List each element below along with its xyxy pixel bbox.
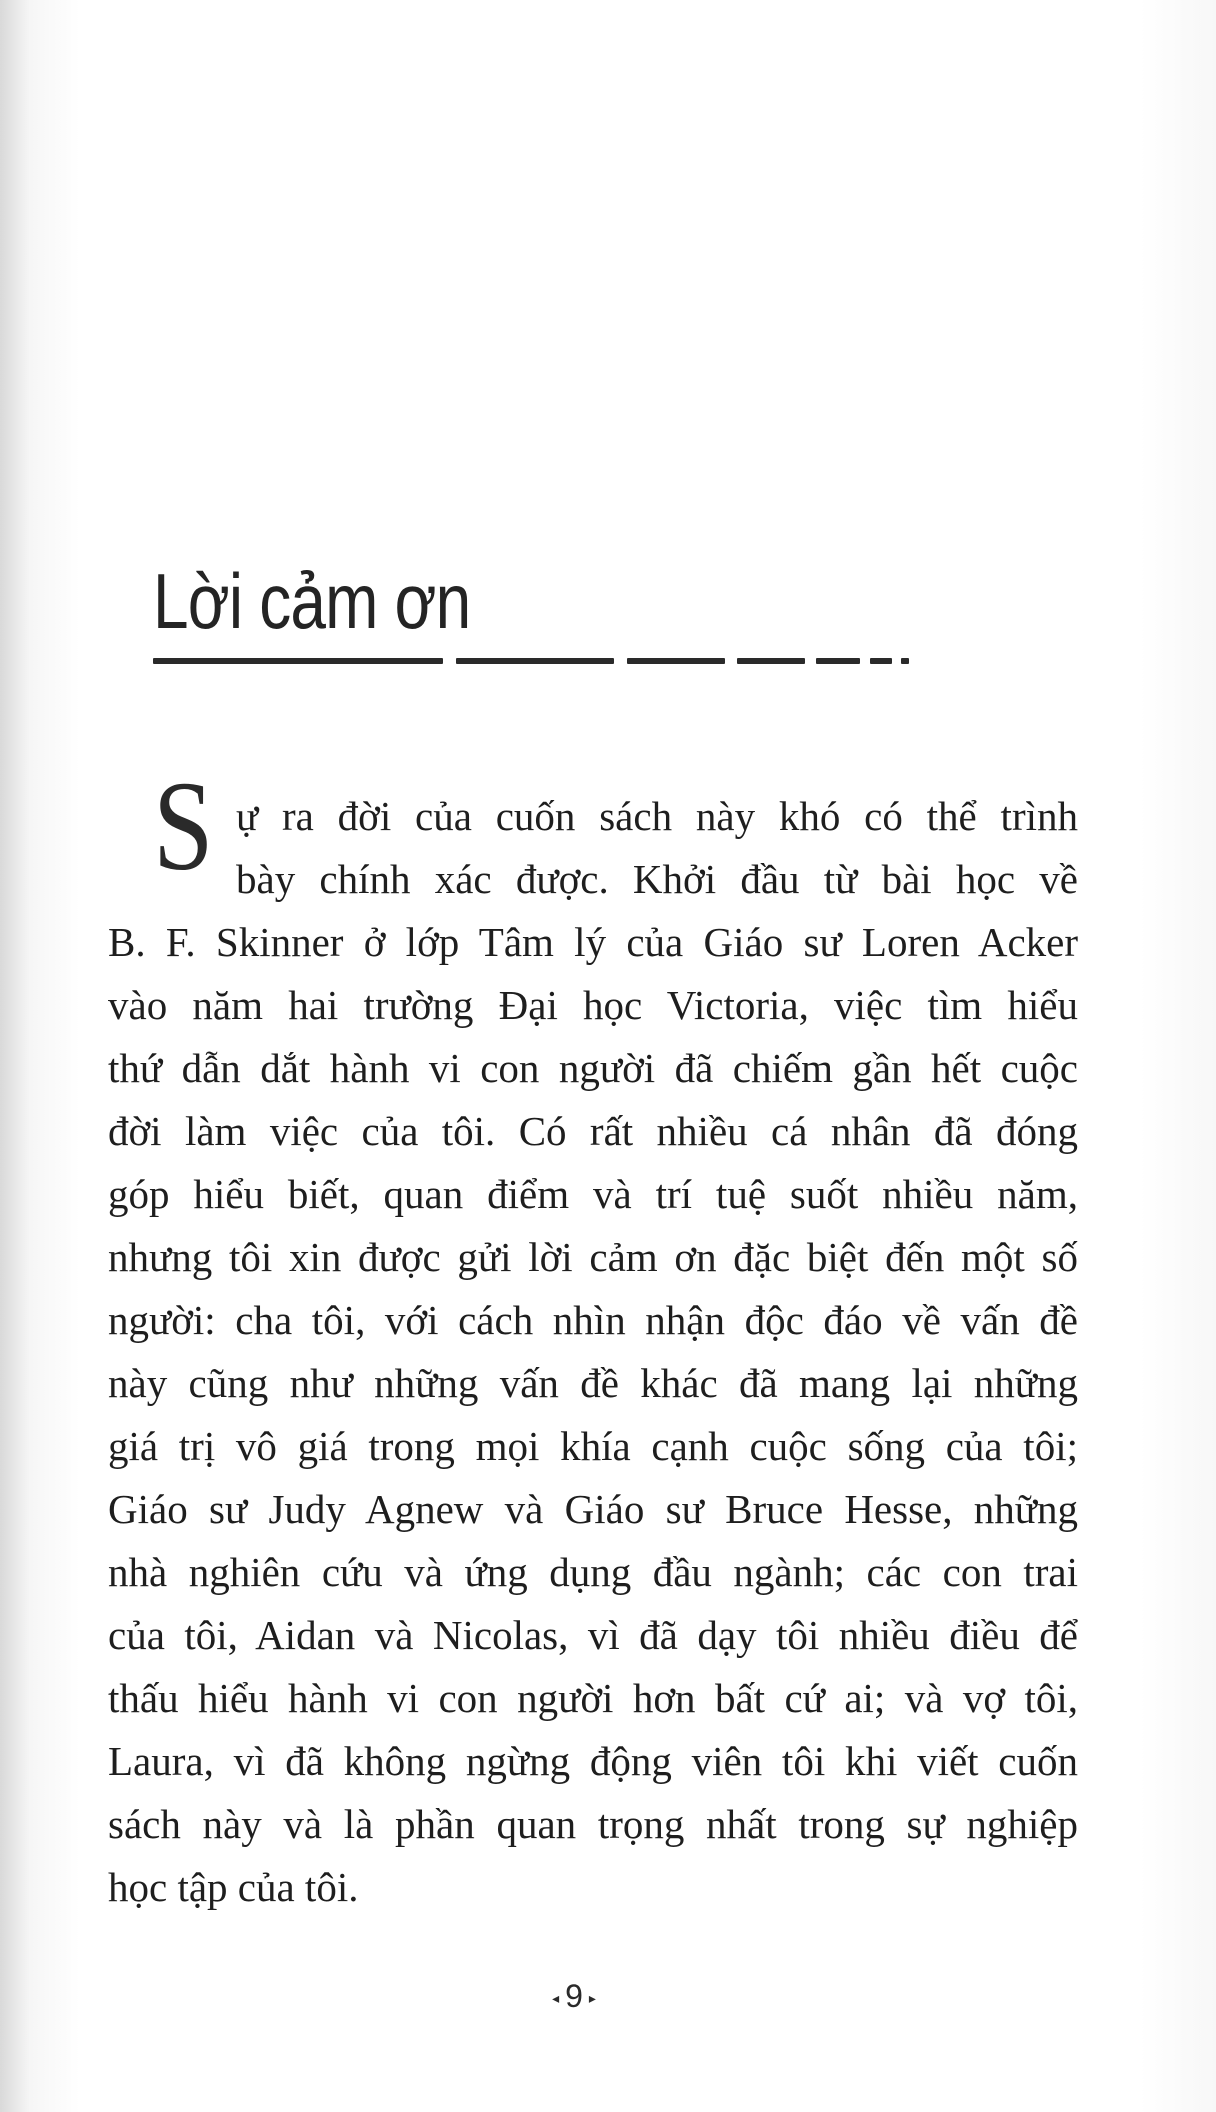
paragraph-line: đời làm việc của tôi. Có rất nhiều cá nhân đã đóng	[108, 1108, 1078, 1154]
paragraph-line: giá trị vô giá trong mọi khía cạnh cuộc sống của tôi;	[108, 1423, 1078, 1469]
dash-segment	[901, 658, 909, 664]
paragraph-line: nhà nghiên cứu và ứng dụng đầu ngành; các con trai	[108, 1549, 1078, 1595]
paragraph-line: học tập của tôi.	[108, 1864, 359, 1910]
dash-segment	[153, 658, 443, 664]
page-title: Lời cảm ơn	[153, 557, 471, 645]
paragraph-line: người: cha tôi, với cách nhìn nhận độc đáo về vấn đề	[108, 1297, 1078, 1343]
paragraph-line: của tôi, Aidan và Nicolas, vì đã dạy tôi nhiều điều để	[108, 1612, 1078, 1658]
paragraph-line: thứ dẫn dắt hành vi con người đã chiếm gần hết cuộc	[108, 1045, 1078, 1091]
drop-cap: S	[153, 755, 214, 897]
right-triangle-icon: ▸	[588, 1990, 596, 2007]
dash-segment	[456, 658, 614, 664]
paragraph-line: B. F. Skinner ở lớp Tâm lý của Giáo sư Loren Acker	[108, 919, 1078, 965]
title-underline-dashes	[153, 658, 913, 666]
paragraph-line: thấu hiểu hành vi con người hơn bất cứ ai; và vợ tôi,	[108, 1675, 1078, 1721]
paragraph-line: sách này và là phần quan trọng nhất trong sự nghiệp	[108, 1801, 1078, 1847]
page-number	[0, 1978, 1148, 2015]
left-triangle-icon: ◂	[552, 1990, 560, 2007]
paragraph-line: Giáo sư Judy Agnew và Giáo sư Bruce Hesse, những	[108, 1486, 1078, 1532]
paragraph-line: Laura, vì đã không ngừng động viên tôi khi viết cuốn	[108, 1738, 1078, 1784]
dash-segment	[627, 658, 725, 664]
paragraph-line: này cũng như những vấn đề khác đã mang lại những	[108, 1360, 1078, 1406]
dash-segment	[816, 658, 860, 664]
dash-segment	[737, 658, 805, 664]
page-number-value: 9	[565, 1978, 583, 2014]
paragraph-line: ự ra đời của cuốn sách này khó có thể trình	[236, 793, 1078, 839]
paragraph-line: nhưng tôi xin được gửi lời cảm ơn đặc biệt đến một số	[108, 1234, 1078, 1280]
paragraph-line: góp hiểu biết, quan điểm và trí tuệ suốt nhiều năm,	[108, 1171, 1078, 1217]
paragraph-line: vào năm hai trường Đại học Victoria, việc tìm hiểu	[108, 982, 1078, 1028]
paragraph-line: bày chính xác được. Khởi đầu từ bài học về	[236, 856, 1078, 902]
dash-segment	[870, 658, 892, 664]
